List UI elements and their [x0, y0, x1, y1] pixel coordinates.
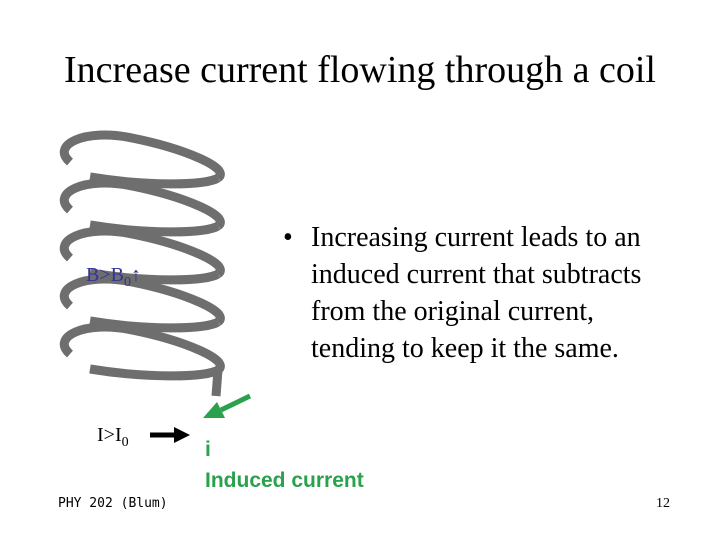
- slide-footer: PHY 202 (Blum): [58, 496, 168, 511]
- induced-current-symbol: i: [205, 438, 211, 461]
- magnetic-field-label: $B>B_0↑$: [86, 264, 141, 290]
- bullet-item: • Increasing current leads to an induced current that subtracts from the original current, tending to keep it the same.: [283, 219, 683, 367]
- coil-turn: [64, 183, 220, 232]
- page-number: 12: [656, 496, 670, 511]
- coil-turn: [64, 135, 220, 184]
- coil-turn: [64, 327, 220, 376]
- induced-current-text: Induced current: [205, 469, 364, 492]
- current-arrow-icon: [150, 427, 190, 443]
- induced-current-arrow-icon: [203, 396, 250, 418]
- coil-lead: [216, 370, 218, 396]
- slide-title: Increase current flowing through a coil: [64, 49, 656, 91]
- bullet-list: [283, 219, 683, 367]
- current-label: $I>I_0$: [97, 424, 129, 450]
- induced-current-label: [205, 434, 364, 496]
- up-arrow-icon: ↑: [130, 264, 141, 286]
